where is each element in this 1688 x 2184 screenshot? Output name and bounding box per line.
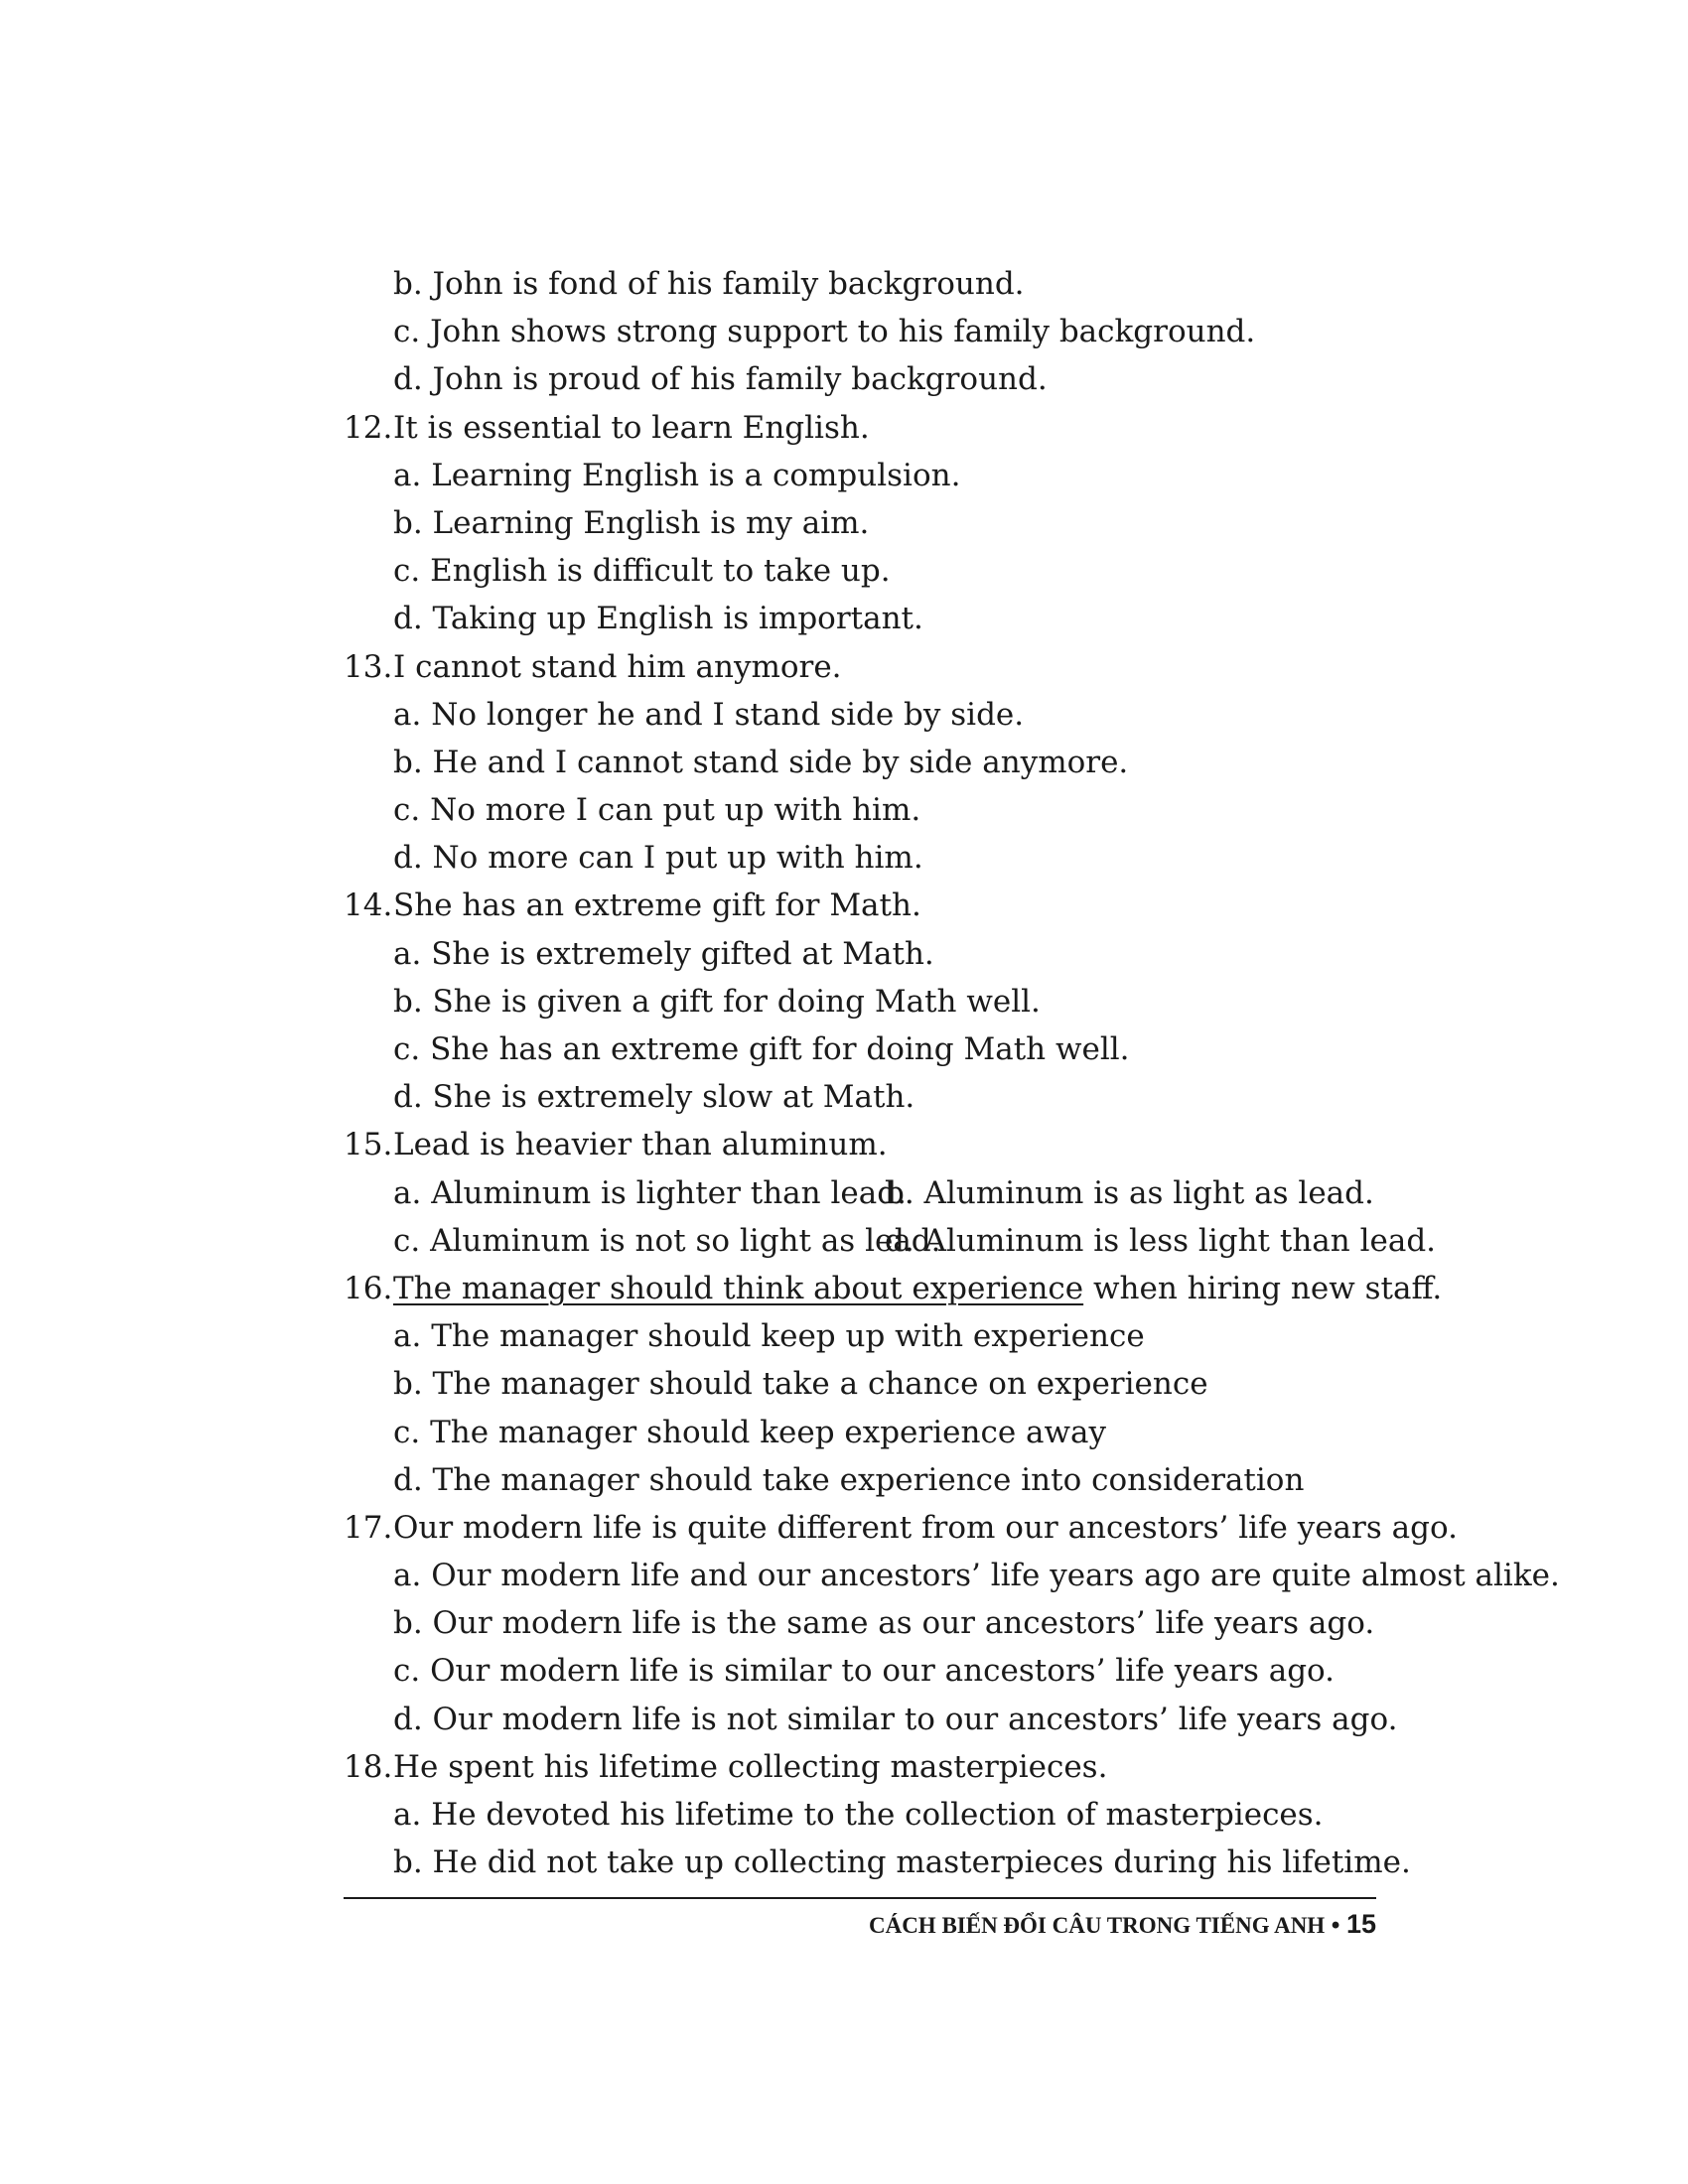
answer-option <box>344 260 1376 308</box>
answer-option-text: b. The manager should take a chance on experience <box>393 1366 1208 1403</box>
answer-option-text: b. She is given a gift for doing Math well. <box>393 983 1041 1020</box>
answer-option <box>344 930 1376 978</box>
answer-option-text: a. The manager should keep up with experience <box>393 1318 1145 1355</box>
question-text: She has an extreme gift for Math. <box>393 887 921 924</box>
answer-option-text: c. No more I can put up with him. <box>393 792 921 829</box>
question-list <box>344 260 1560 1886</box>
underlined-phrase: The manager should think about experience <box>393 1270 1084 1306</box>
footer-bullet: • <box>1325 1912 1346 1939</box>
answer-option <box>344 1647 1376 1695</box>
answer-option <box>344 1552 1560 1599</box>
question-text: when hiring new staff. <box>1083 1270 1443 1306</box>
answer-option-text: d. Taking up English is important. <box>393 601 923 637</box>
question-number: 15. <box>344 1127 393 1163</box>
answer-option <box>344 739 1376 786</box>
page-number: 15 <box>1345 1909 1376 1939</box>
answer-option-text: d. John is proud of his family background. <box>393 361 1048 398</box>
answer-option <box>344 1839 1411 1886</box>
question-text: It is essential to learn English. <box>393 409 870 446</box>
question-number: 18. <box>344 1748 393 1785</box>
question-number: 14. <box>344 887 393 924</box>
question-stem <box>344 643 1376 691</box>
question-text: Our modern life is quite different from our ancestors’ life years ago. <box>393 1509 1458 1546</box>
answer-option <box>344 1409 1376 1456</box>
answer-option <box>344 1456 1376 1504</box>
answer-option: c. Aluminum is not so light as lead. <box>393 1222 941 1259</box>
answer-option-text: c. She has an extreme gift for doing Math well. <box>393 1031 1130 1067</box>
answer-option <box>344 691 1376 739</box>
question-text: He spent his lifetime collecting masterpieces. <box>393 1748 1108 1785</box>
answer-option-text: d. No more can I put up with him. <box>393 840 923 877</box>
question-stem <box>344 404 1376 452</box>
answer-option-text: a. Learning English is a compulsion. <box>393 457 961 493</box>
question-stem <box>344 1743 1376 1791</box>
answer-option-text: b. He and I cannot stand side by side anymore. <box>393 744 1129 780</box>
answer-option: a. Aluminum is lighter than lead. <box>393 1174 907 1211</box>
answer-option-text: d. Our modern life is not similar to our ancestors’ life years ago. <box>393 1701 1398 1737</box>
answer-option-text: c. John shows strong support to his family background. <box>393 314 1256 350</box>
question-stem <box>344 1504 1458 1552</box>
answer-option <box>344 834 1376 882</box>
footer-rule <box>344 1897 1376 1899</box>
answer-option-text: c. English is difficult to take up. <box>393 553 891 590</box>
answer-option-text: a. No longer he and I stand side by side. <box>393 696 1025 733</box>
answer-option-text: b. Our modern life is the same as our ancestors’ life years ago. <box>393 1605 1375 1642</box>
question-number: 13. <box>344 648 393 685</box>
answer-option: d. Aluminum is less light than lead. <box>885 1222 1437 1259</box>
answer-option <box>344 499 1376 547</box>
answer-option-text: c. The manager should keep experience away <box>393 1414 1107 1450</box>
answer-option <box>344 786 1376 834</box>
answer-option-text: d. She is extremely slow at Math. <box>393 1079 915 1116</box>
answer-option-text: d. The manager should take experience into consideration <box>393 1461 1305 1498</box>
answer-option <box>344 595 1376 642</box>
answer-option-text: b. He did not take up collecting masterpieces during his lifetime. <box>393 1844 1411 1881</box>
question-number: 16. <box>344 1270 393 1306</box>
answer-option <box>344 1360 1376 1408</box>
answer-option <box>344 978 1376 1025</box>
page-footer <box>869 1909 1376 1941</box>
answer-option-text: a. He devoted his lifetime to the collection of masterpieces. <box>393 1797 1324 1833</box>
answer-option <box>344 355 1376 403</box>
question-text: Lead is heavier than aluminum. <box>393 1127 888 1163</box>
option-pair <box>344 1169 1376 1217</box>
question-stem <box>344 1121 1376 1168</box>
answer-option-text: a. Our modern life and our ancestors’ life years ago are quite almost alike. <box>393 1558 1560 1594</box>
question-number: 12. <box>344 409 393 446</box>
option-pair <box>344 1217 1437 1265</box>
answer-option <box>344 1025 1376 1073</box>
answer-option <box>344 547 1376 595</box>
answer-option <box>344 1073 1376 1121</box>
answer-option <box>344 1312 1376 1360</box>
answer-option-text: a. She is extremely gifted at Math. <box>393 935 934 972</box>
answer-option <box>344 308 1376 355</box>
question-stem <box>344 882 1376 929</box>
book-title: CÁCH BIẾN ĐỔI CÂU TRONG TIẾNG ANH <box>868 1913 1326 1938</box>
answer-option <box>344 1791 1376 1839</box>
answer-option: b. Aluminum is as light as lead. <box>885 1174 1374 1211</box>
question-number: 17. <box>344 1509 393 1546</box>
answer-option-text: b. Learning English is my aim. <box>393 504 870 541</box>
answer-option <box>344 1599 1376 1647</box>
question-stem <box>344 1265 1443 1312</box>
answer-option-text: c. Our modern life is similar to our ancestors’ life years ago. <box>393 1653 1336 1690</box>
question-text: I cannot stand him anymore. <box>393 648 842 685</box>
answer-option-text: b. John is fond of his family background. <box>393 266 1025 302</box>
answer-option <box>344 452 1376 499</box>
answer-option <box>344 1696 1398 1743</box>
